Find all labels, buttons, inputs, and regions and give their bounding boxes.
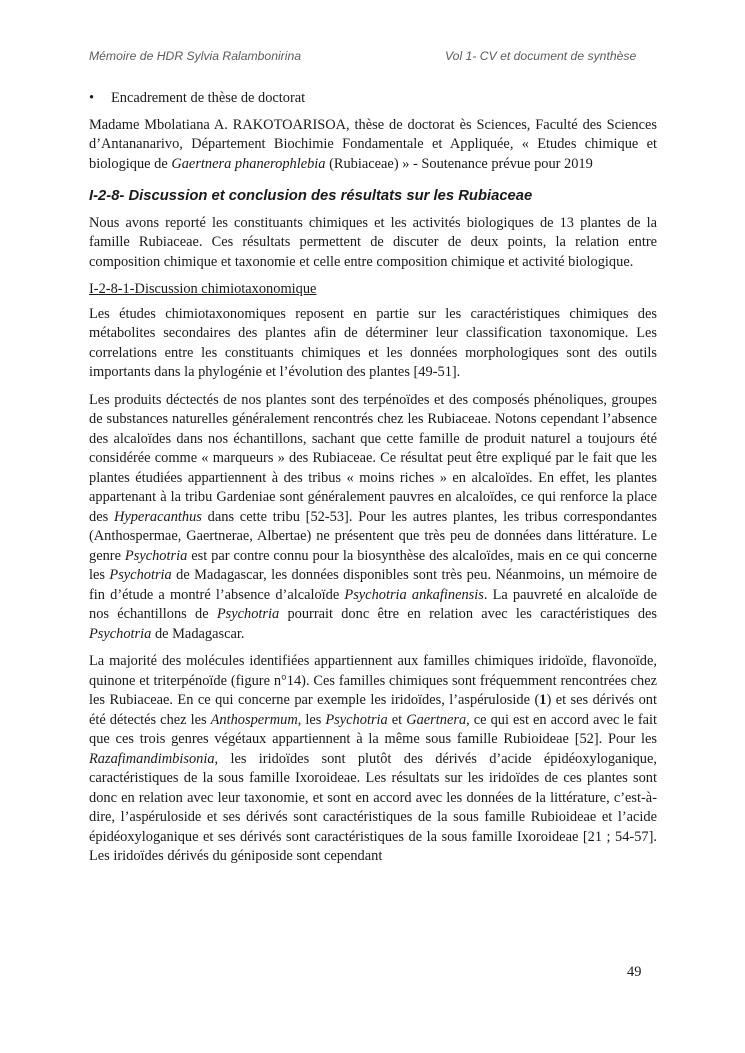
- text-run: . La pauvreté en alcaloïde de nos échantillons de: [89, 586, 657, 622]
- page-number: 49: [627, 964, 642, 980]
- text-run: Madame Mbolatiana A. RAKOTOARISOA, thèse de doctorat ès Sciences, Faculté des Sciences d’Antananarivo, Département Biochimie Fondamentale et Appliquée, « Etudes chimique et biologique de: [89, 116, 657, 172]
- bullet-item: [89, 89, 657, 109]
- paragraph-3: [89, 652, 657, 867]
- paragraph-1: Les études chimiotaxonomiques reposent en partie sur les caractéristiques chimiques des métabolites secondaires des plantes afin de déterminer leur classification taxonomique. Les correlations entre les constituants chimiques et les données morphologiques sont des outils importants dans la phylogénie et l’évolution des plantes [49-51].: [89, 305, 657, 380]
- text-run: Les produits déctectés de nos plantes sont des terpénoïdes et des composés phénoliques, groupes de substances naturelles généralement rencontrés chez les Rubiaceae. Notons cependant l’absence des alcaloïdes dans nos échantillons, sachant que cette famille de produit naturel a toujours été considérée comme « marqueurs » des Rubiaceae. Ce résultat peut être expliqué par le fait que les plantes étudiées appartiennent à des tribus « moins riches » en alcaloïdes. En effet, les plantes appartenant à la tribu Gardeniae sont généralement pauvres en alcaloïdes, ce qui renforce la place des: [89, 391, 657, 525]
- text-run: (Rubiaceae) » - Soutenance prévue pour 2019: [325, 155, 593, 172]
- bullet-text: Encadrement de thèse de doctorat: [111, 90, 306, 106]
- genus-name: Psychotria: [325, 711, 388, 728]
- text-run: dans cette tribu [52-53]. Pour les autres plantes, les tribus correspondantes (Anthospermae, Gaertnerae, Albertae) ne présentent que très peu de données dans littérature. Le genre: [89, 508, 657, 564]
- subsection-heading: I-2-8-1-Discussion chimiotaxonomique: [89, 281, 317, 297]
- text-run: , les iridoïdes sont plutôt des dérivés d’acide épidéoxyloganique, caractéristiques de la sous famille Ixoroideae. Les résultats sur les iridoïdes de ces plantes sont donc en relation avec leur taxonomie, et sont en accord avec les données de la littérature, c’est-à-dire, l’aspéruloside et ses dérivés sont caractéristiques de la sous famille Rubioideae et l’acide épidéoxyloganique et ses dérivés sont caractéristiques de la sous famille Ixoroideae [21 ; 54-57]. Les iridoïdes dérivés du géniposide sont cependant: [89, 750, 657, 864]
- text-run: et: [387, 711, 407, 728]
- text-run: ) et ses dérivés ont été détectés chez les: [89, 692, 657, 728]
- bullet-symbol: •: [89, 90, 95, 106]
- species-name: Gaertnera phanerophlebia: [171, 155, 326, 172]
- compound-number: 1: [539, 692, 547, 708]
- thesis-paragraph: [89, 116, 657, 175]
- genus-name: Razafimandimbisonia: [89, 750, 215, 767]
- genus-name: Psychotria: [216, 606, 280, 622]
- text-run: de Madagascar.: [151, 625, 245, 642]
- genus-name: Anthospermum: [210, 711, 298, 728]
- page-body: [89, 89, 657, 875]
- genus-name: Psychotria: [109, 567, 172, 583]
- genus-name: Hyperacanthus: [113, 508, 202, 525]
- intro-paragraph: Nous avons reporté les constituants chimiques et les activités biologiques de 13 plantes de la famille Rubiaceae. Ces résultats permettent de discuter de deux points, la relation entre composition chimique et taxonomie et celle entre composition chimique et activité biologique.: [89, 214, 657, 270]
- paragraph-2: [89, 391, 657, 645]
- genus-name: Gaertnera: [406, 711, 467, 728]
- genus-name: Psychotria: [89, 625, 152, 642]
- text-run: de Madagascar, les données disponibles sont très peu. Néanmoins, un mémoire de fin d’étude a montré l’absence d’alcaloïde: [89, 567, 657, 603]
- text-run: , ce qui est en accord avec le fait que ces trois genres végétaux appartiennent à la même sous famille Rubioideae [52]. Pour les: [89, 711, 657, 747]
- text-run: est par contre connu pour la biosynthèse des alcaloïdes, mais en ce qui concerne les: [89, 547, 657, 583]
- header-author: Mémoire de HDR Sylvia Ralambonirina: [89, 49, 302, 63]
- section-heading: I-2-8- Discussion et conclusion des résultats sur les Rubiaceae: [89, 188, 533, 204]
- genus-name: Psychotria: [124, 547, 188, 564]
- species-name: Psychotria ankafinensis: [344, 586, 484, 603]
- text-run: pourrait donc être en relation avec les caractéristiques des: [279, 606, 658, 622]
- header-volume: Vol 1- CV et document de synthèse: [445, 49, 637, 63]
- text-run: , les: [297, 711, 326, 728]
- text-run: La majorité des molécules identifiées appartiennent aux familles chimiques iridoïde, flavonoïde, quinone et triterpénoïde (figure n°14). Ces familles chimiques sont fréquemment rencontrées chez les Rubiaceae. En ce qui concerne par exemple les iridoïdes, l’aspéruloside (: [89, 653, 657, 708]
